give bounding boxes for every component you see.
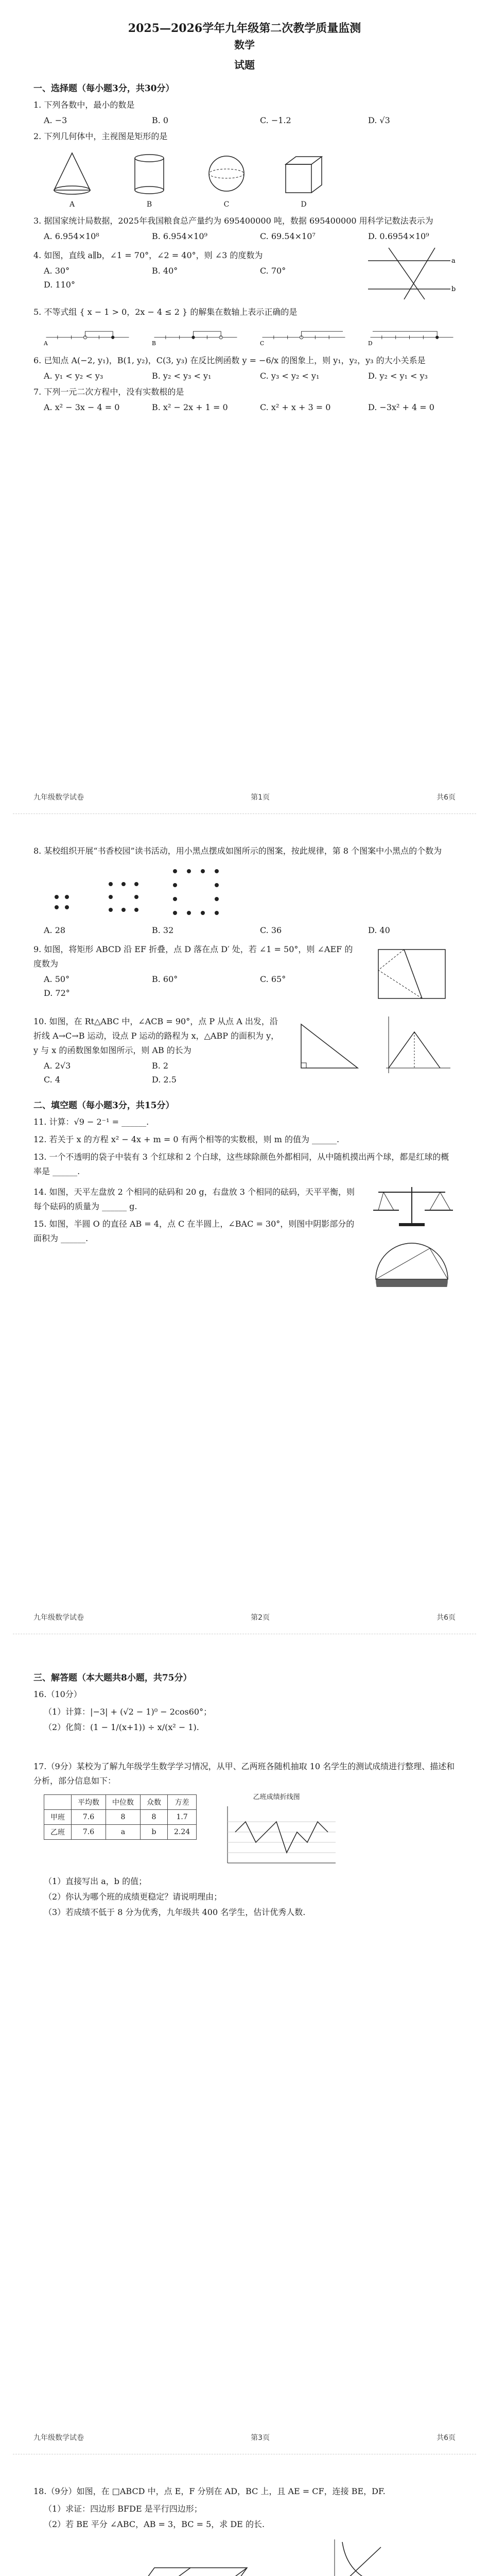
section-fill-heading: 二、填空题（每小题3分，共15分） [33,1100,174,1111]
question-4: 4. 如图，直线 a∥b，∠1 = 70°，∠2 = 40°，则 ∠3 的度数为 [33,250,263,260]
section-answer-heading: 三、解答题（本大题共8小题，共75分） [33,1673,192,1683]
exam-paper-label: 试题 [234,58,255,71]
table-row: 甲班 7.6 8 8 1.7 [44,1810,197,1825]
figure-right-triangle [291,1011,368,1078]
question-17-part-1: （1）直接写出 a，b 的值； [44,1876,147,1886]
question-17: 17.（9分）某校为了解九年级学生数学学习情况，从甲、乙两班各随机抽取 10 名学生的测试成绩进行整理、描述和分析，部分信息如下： [33,1761,455,1786]
figure-cylinder: B [121,149,178,209]
figure-fold-rectangle [368,939,456,1011]
score-table: 平均数 中位数 众数 方差 甲班 7.6 8 8 1.7 乙班 7.6 a b 2.24 [44,1794,197,1840]
figure-balance [368,1182,456,1228]
option: A. −3 [44,115,67,125]
question-12: 12. 若关于 x 的方程 x² − 4x + m = 0 有两个相等的实数根，则 m 的值为 ______. [33,1134,340,1144]
line-chart [212,1801,341,1873]
question-3: 3. 据国家统计局数据，2025年我国粮食总产量约为 695400000 吨，数据 695400000 用科学记数法表示为 [33,215,433,226]
question-4-options: A. 30° B. 40° C. 70° D. 110° [44,265,286,290]
question-8-options: A. 28 B. 32 C. 36 D. 40 [44,925,390,935]
question-11: 11. 计算：√9 − 2⁻¹ = ______. [33,1117,149,1127]
question-10: 10. 如图，在 Rt△ABC 中，∠ACB = 90°，点 P 从点 A 出发，沿折线 A→C→B 运动，设点 P 运动的路程为 x，△ABP 的面积为 y，y 与 x 的函数图象如图所示，则 AB 的长为 [33,1016,280,1055]
svg-text:a: a [451,257,456,265]
question-17-part-2: （2）你认为哪个班的成绩更稳定？请说明理由； [44,1892,222,1902]
question-6: 6. 已知点 A(−2, y₁)，B(1, y₂)，C(3, y₃) 在反比例函数 y = −6/x 的图象上，则 y₁，y₂，y₃ 的大小关系是 [33,355,426,365]
figure-prism: D [275,149,332,209]
question-17-part-3: （3）若成绩不低于 8 分为优秀，九年级共 400 名学生，估计优秀人数. [44,1907,306,1917]
question-1-options [44,115,456,125]
page-2 [13,820,476,1634]
question-5-number-lines [44,325,456,348]
exam-subject: 数学 [234,38,255,51]
svg-text:A: A [44,340,48,347]
question-16-part-2: （2）化简：(1 − 1/(x+1)) ÷ x/(x² − 1). [44,1722,199,1732]
page-3 [13,1640,476,2454]
line-chart-figure [212,1791,341,1873]
figure-cone: A [44,149,100,209]
dot-pattern-figures [44,863,456,920]
question-16-title: 16.（10分） [33,1689,82,1699]
page-1 [13,0,476,814]
question-5: 5. 不等式组 { x − 1 > 0，2x − 4 ≤ 2 } 的解集在数轴上表示正确的是 [33,307,298,317]
question-18-part-2: （2）若 BE 平分 ∠ABC，AB = 3，BC = 5，求 DE 的长. [44,2519,265,2529]
question-6-options: A. y₁ < y₂ < y₃ B. y₂ < y₃ < y₁ C. y₃ < y₂ < y₁ D. y₂ < y₁ < y₃ [44,370,428,381]
page-4 [13,2461,476,2576]
question-9: 9. 如图，将矩形 ABCD 沿 EF 折叠，点 D 落在点 D′ 处，若 ∠1 = 50°，则 ∠AEF 的度数为 [33,944,353,969]
svg-text:D: D [368,340,373,347]
question-18: 18.（9分）如图，在 □ABCD 中，点 E，F 分别在 AD，BC 上，且 AE = CF，连接 BE，DF. [33,2486,386,2496]
page-footer: 九年级数学试卷 第2页 共6页 [33,1614,456,1622]
question-8: 8. 某校组织开展“书香校园”读书活动，用小黑点摆成如图所示的图案，按此规律，第 8 个图案中小黑点的个数为 [33,846,442,856]
svg-text:C: C [260,340,265,347]
question-10-options: A. 2√3 B. 2 C. 4 D. 2.5 [44,1061,177,1084]
page-footer: 九年级数学试卷 第1页 共6页 [33,793,456,802]
option: B. 0 [152,115,169,125]
option: C. −1.2 [260,115,291,125]
question-13: 13. 一个不透明的袋子中装有 3 个红球和 2 个白球，这些球除颜色外都相同，从中随机摸出两个球，都是红球的概率是 ______. [33,1152,449,1176]
question-2: 2. 下列几何体中，主视图是矩形的是 [33,131,168,141]
figure-sphere: C [198,149,255,209]
parallelogram-figure [103,2552,257,2576]
question-3-options: A. 6.954×10⁸ B. 6.954×10⁹ C. 69.54×10⁷ D. 0.6954×10⁹ [44,231,429,241]
svg-text:B: B [152,340,156,347]
question-7-options: A. x² − 3x − 4 = 0 B. x² − 2x + 1 = 0 C. x² + x + 3 = 0 D. −3x² + 4 = 0 [44,402,434,412]
question-16-part-1: （1）计算：|−3| + (√2 − 1)⁰ − 2cos60°； [44,1707,212,1717]
figure-parallel-lines [363,245,456,302]
question-1: 1. 下列各数中，最小的数是 [33,99,135,110]
question-18-19-figures [44,2537,456,2576]
question-18-part-1: （1）求证：四边形 BFDE 是平行四边形； [44,2504,202,2514]
number-line-d [368,325,456,348]
question-14: 14. 如图，天平左盘放 2 个相同的砝码和 20 g，右盘放 3 个相同的砝码，天平平衡，则每个砝码的质量为 ______ g. [33,1187,355,1211]
hyperbola-figure [278,2537,396,2576]
option: D. √3 [368,115,390,125]
question-2-figures [44,149,456,209]
question-15: 15. 如图，半圆 O 的直径 AB = 4，点 C 在半圆上，∠BAC = 30°，则图中阴影部分的面积为 ______. [33,1219,355,1243]
chart-title: 乙班成绩折线图 [253,1793,300,1801]
exam-title: 2025—2026学年九年级第二次教学质量监测 [128,22,361,35]
figure-function-graph [378,1011,456,1078]
number-line-c [260,325,347,348]
number-line-a [44,325,131,348]
section-choice-heading: 一、选择题（每小题3分，共30分） [33,83,174,94]
question-7: 7. 下列一元二次方程中，没有实数根的是 [33,386,184,397]
table-row: 乙班 7.6 a b 2.24 [44,1825,197,1840]
figure-semicircle [368,1235,456,1287]
question-9-options: A. 50° B. 60° C. 65° D. 72° [44,974,286,998]
page-footer: 九年级数学试卷 第3页 共6页 [33,2434,456,2442]
number-line-b [152,325,239,348]
svg-text:b: b [451,285,456,293]
